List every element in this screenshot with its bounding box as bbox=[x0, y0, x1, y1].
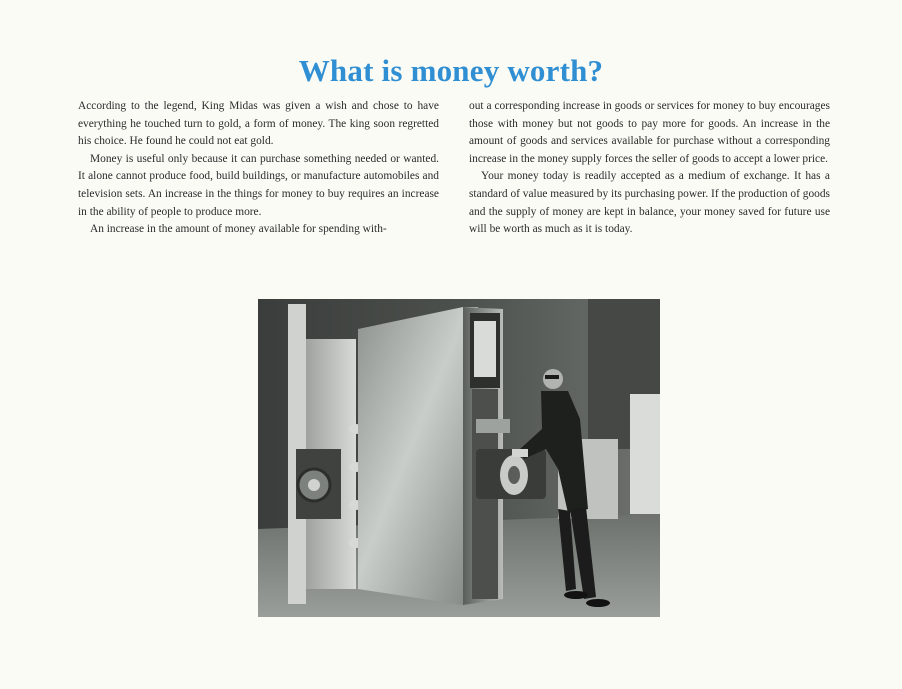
right-text-column bbox=[469, 98, 830, 239]
paragraph: Your money today is readily accepted as a medium of exchange. It has a standard of value measured by its purchasing power. If the production of goods and the supply of money are kept in balance, your money saved for future use will be worth as much as it is today. bbox=[469, 170, 830, 236]
page-title: What is money worth? bbox=[298, 52, 604, 88]
paragraph: An increase in the amount of money available for spending with- bbox=[90, 223, 387, 236]
bank-vault-photo bbox=[258, 299, 660, 617]
left-text-column bbox=[78, 98, 439, 239]
paragraph: Money is useful only because it can purchase something needed or wanted. It alone cannot produce food, build buildings, or manufacture automobiles and television sets. An increase in the things for money to buy requires an increase in the ability of people to produce more. bbox=[78, 152, 439, 218]
paragraph: out a corresponding increase in goods or services for money to buy encourages those with money but not goods to pay more for goods. An increase in the amount of goods and services available for purchase without a corresponding increase in the money supply forces the seller of goods to accept a lower price. bbox=[469, 100, 830, 165]
paragraph: According to the legend, King Midas was given a wish and chose to have everything he touched turn to gold, a form of money. The king soon regretted his choice. He found he could not eat gold. bbox=[78, 100, 439, 148]
bank-vault-photo-icon bbox=[258, 299, 660, 617]
